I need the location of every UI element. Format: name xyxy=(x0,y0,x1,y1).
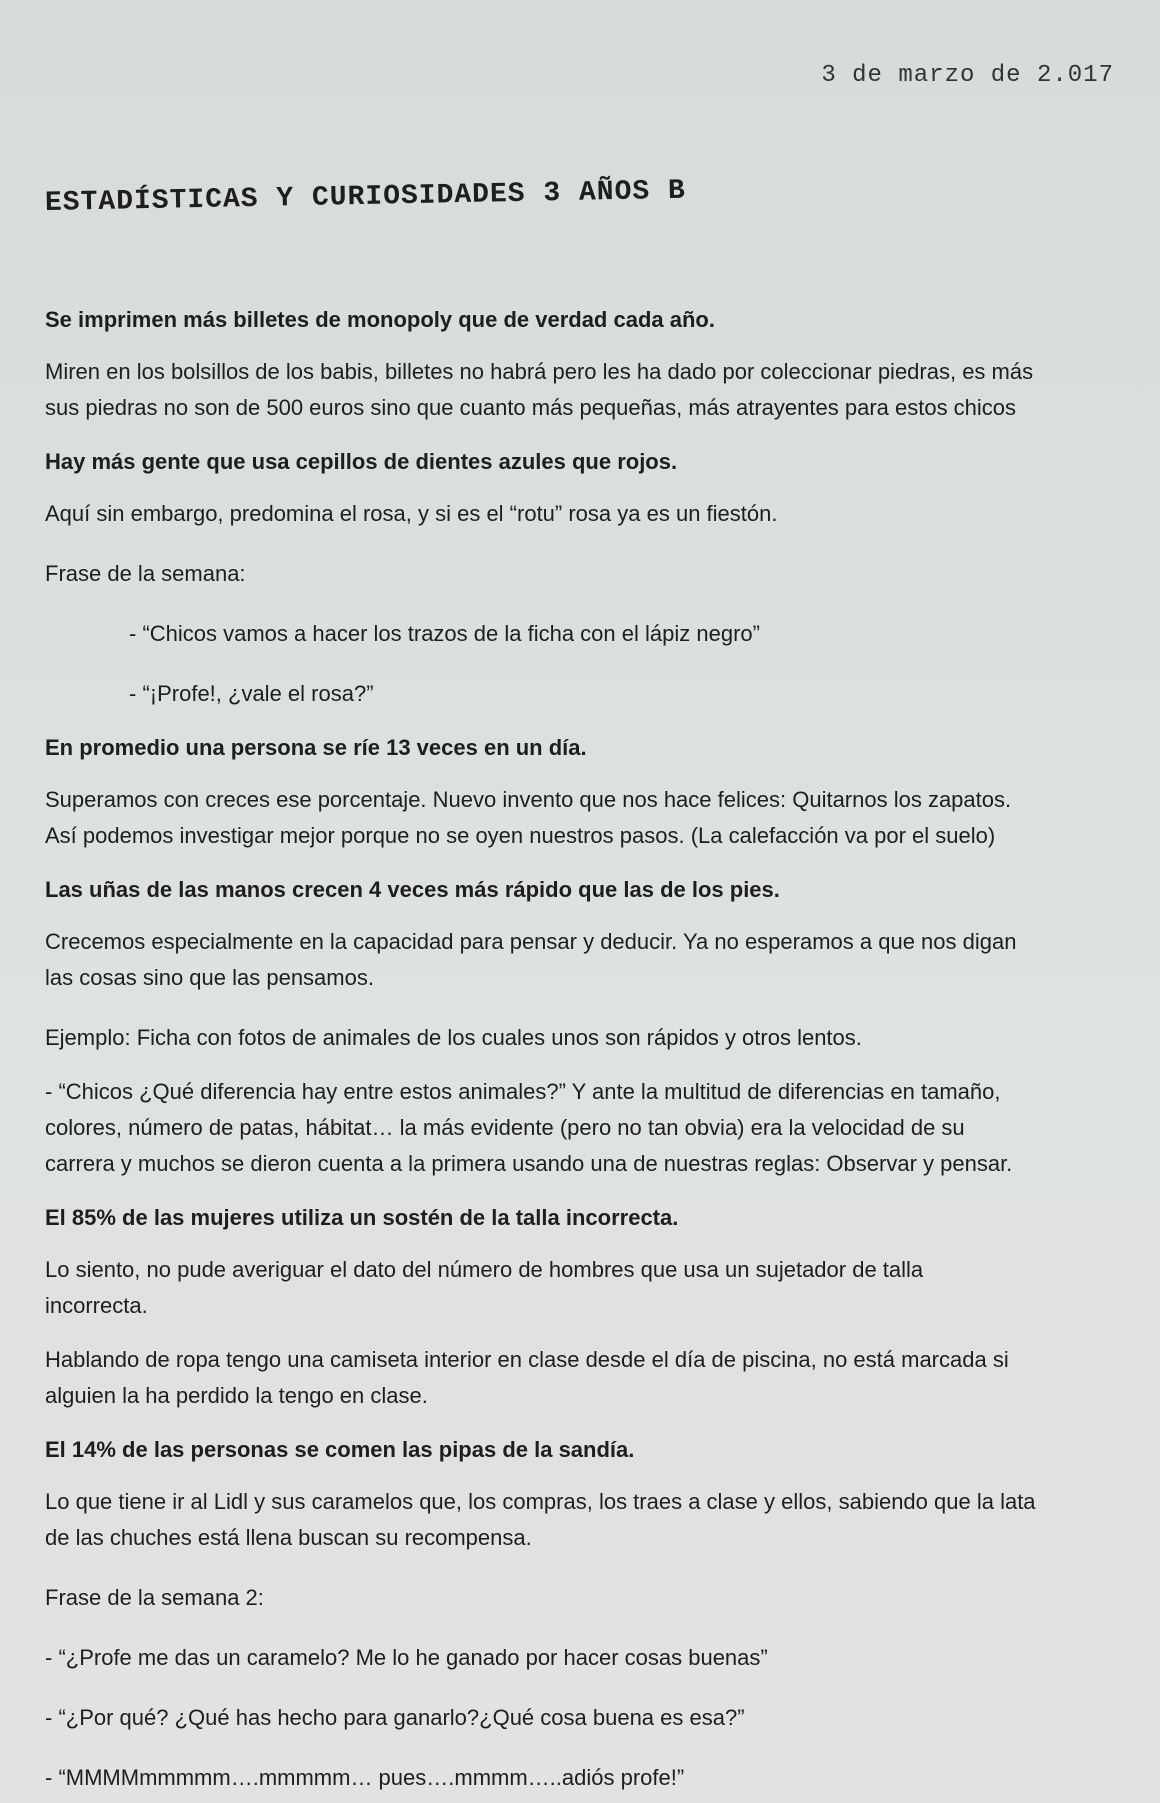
paragraph-line: Hablando de ropa tengo una camiseta interior en clase desde el día de piscina, no está marcada si xyxy=(45,1347,1009,1372)
section-heading: Hay más gente que usa cepillos de dientes azules que rojos. xyxy=(45,449,678,474)
paragraph-line: Frase de la semana: xyxy=(45,561,246,586)
quote-line: - “¿Profe me das un caramelo? Me lo he ganado por hacer cosas buenas” xyxy=(45,1645,768,1670)
paragraph-line: colores, número de patas, hábitat… la más evidente (pero no tan obvia) era la velocidad de su xyxy=(45,1115,965,1140)
paragraph-line: sus piedras no son de 500 euros sino que cuanto más pequeñas, más atrayentes para estos chicos xyxy=(45,395,1017,420)
paragraph-line: Lo siento, no pude averiguar el dato del número de hombres que usa un sujetador de talla xyxy=(45,1257,924,1282)
paragraph-line: Superamos con creces ese porcentaje. Nuevo invento que nos hace felices: Quitarnos los zapatos. xyxy=(45,787,1012,812)
paragraph-line: de las chuches está llena buscan su recompensa. xyxy=(45,1525,532,1550)
section-heading: Las uñas de las manos crecen 4 veces más rápido que las de los pies. xyxy=(45,877,780,902)
paragraph-line: Ejemplo: Ficha con fotos de animales de los cuales unos son rápidos y otros lentos. xyxy=(45,1025,862,1050)
quote-line: - “Chicos vamos a hacer los trazos de la ficha con el lápiz negro” xyxy=(129,621,760,646)
paragraph-line: las cosas sino que las pensamos. xyxy=(45,965,374,990)
paragraph-line: Frase de la semana 2: xyxy=(45,1585,264,1610)
paragraph-line: Así podemos investigar mejor porque no se oyen nuestros pasos. (La calefacción va por el suelo) xyxy=(45,823,996,848)
paragraph-line: Aquí sin embargo, predomina el rosa, y si es el “rotu” rosa ya es un fiestón. xyxy=(45,501,778,526)
document-body xyxy=(45,302,1120,1796)
paragraph-line: incorrecta. xyxy=(45,1293,148,1318)
paragraph-line: Lo que tiene ir al Lidl y sus caramelos que, los compras, los traes a clase y ellos, sabiendo que la lata xyxy=(45,1489,1036,1514)
quote-line: - “MMMMmmmmm….mmmmm… pues….mmmm…..adiós profe!” xyxy=(45,1765,685,1790)
paragraph-line: - “Chicos ¿Qué diferencia hay entre estos animales?” Y ante la multitud de diferencias en tamaño, xyxy=(45,1079,1001,1104)
document-title: ESTADÍSTICAS Y CURIOSIDADES 3 AÑOS B xyxy=(44,175,687,219)
quote-line: - “¿Por qué? ¿Qué has hecho para ganarlo?¿Qué cosa buena es esa?” xyxy=(45,1705,745,1730)
paragraph-line: carrera y muchos se dieron cuenta a la primera usando una de nuestras reglas: Observar y pensar. xyxy=(45,1151,1013,1176)
paragraph-line: Miren en los bolsillos de los babis, billetes no habrá pero les ha dado por coleccionar piedras, es más xyxy=(45,359,1034,384)
paragraph-line: Crecemos especialmente en la capacidad para pensar y deducir. Ya no esperamos a que nos digan xyxy=(45,929,1017,954)
paragraph-line: alguien la ha perdido la tengo en clase. xyxy=(45,1383,428,1408)
section-heading: En promedio una persona se ríe 13 veces en un día. xyxy=(45,735,587,760)
section-heading: El 14% de las personas se comen las pipas de la sandía. xyxy=(45,1437,635,1462)
section-heading: Se imprimen más billetes de monopoly que de verdad cada año. xyxy=(45,307,715,332)
section-heading: El 85% de las mujeres utiliza un sostén de la talla incorrecta. xyxy=(45,1205,679,1230)
document-date: 3 de marzo de 2.017 xyxy=(821,62,1114,89)
quote-line: - “¡Profe!, ¿vale el rosa?” xyxy=(129,681,374,706)
